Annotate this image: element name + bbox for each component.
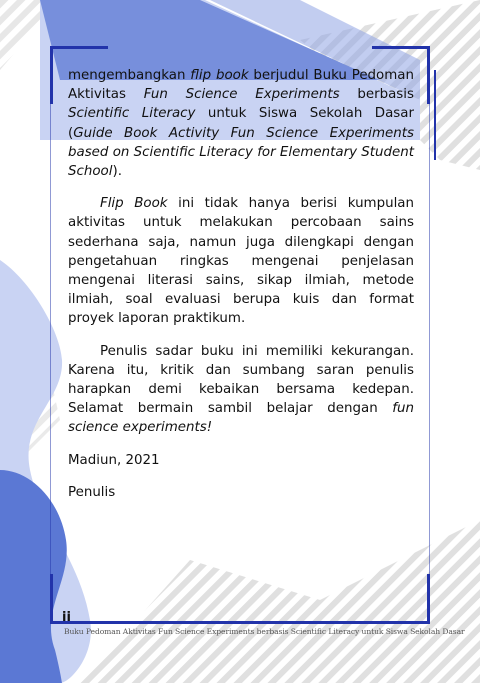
frame-bottom-line [50,621,430,624]
p1-run-7-italic: Guide Book Activity Fun Science Experiments based on Scientific Literacy for Elementary Student School [68,125,414,180]
p1-run-4: berbasis [339,87,414,103]
p3-run-1-italic: fun science experiments! [68,401,414,436]
p1-run-6: untuk Siswa Sekolah Dasar ( [68,106,414,141]
paragraph-flip-book [68,194,414,328]
place-date: Madiun, 2021 [68,452,160,468]
frame-right-line [429,104,430,574]
frame-left-line [50,104,51,574]
p2-run-1: ini tidak hanya berisi kumpulan aktivitas untuk melakukan percobaan sains sederhana saja, namun juga dilengkapi dengan pengetahuan ringkas mengenai penjelasan mengenai literasi sains, sikap ilmiah, metode ilmiah, soal evaluasi berupa kuis dan format proyek laporan praktikum. [68,196,414,327]
hatch-shape-bottom [80,520,480,683]
frame-bottom-left-vertical [50,574,53,624]
frame-top-left-horizontal [50,46,108,49]
p1-run-8: ). [112,164,122,180]
p3-run-0: Penulis sadar buku ini memiliki kekurangan. Karena itu, kritik dan sumbang saran penulis harapkan demi kebaikan bersama kedepan. Selamat bermain sambil belajar dengan [68,343,414,417]
body-text [68,66,414,502]
p1-run-5-italic: Scientific Literacy [68,106,196,122]
paragraph-closing [68,342,414,438]
frame-top-right-horizontal [372,46,430,49]
p1-run-0: mengembangkan [68,68,191,83]
paragraph-intro [68,66,414,181]
frame-top-left-vertical [50,46,53,104]
p1-run-3-italic: Fun Science Experiments [143,87,340,103]
frame-bottom-right-vertical [427,574,430,624]
frame-top-right-vertical [427,46,430,104]
p1-run-1-italic: flip book [190,68,249,83]
page-number: ii [62,610,71,625]
footer-book-title: Buku Pedoman Aktivitas Fun Science Experiments berbasis Scientific Literacy untuk Siswa Sekolah Dasar [64,627,465,636]
p1-run-2: berjudul Buku Pedoman Aktivitas [68,68,414,103]
frame-right-top-line [434,70,436,160]
p2-run-0-italic: Flip Book [100,196,168,212]
signature: Penulis [68,484,116,500]
